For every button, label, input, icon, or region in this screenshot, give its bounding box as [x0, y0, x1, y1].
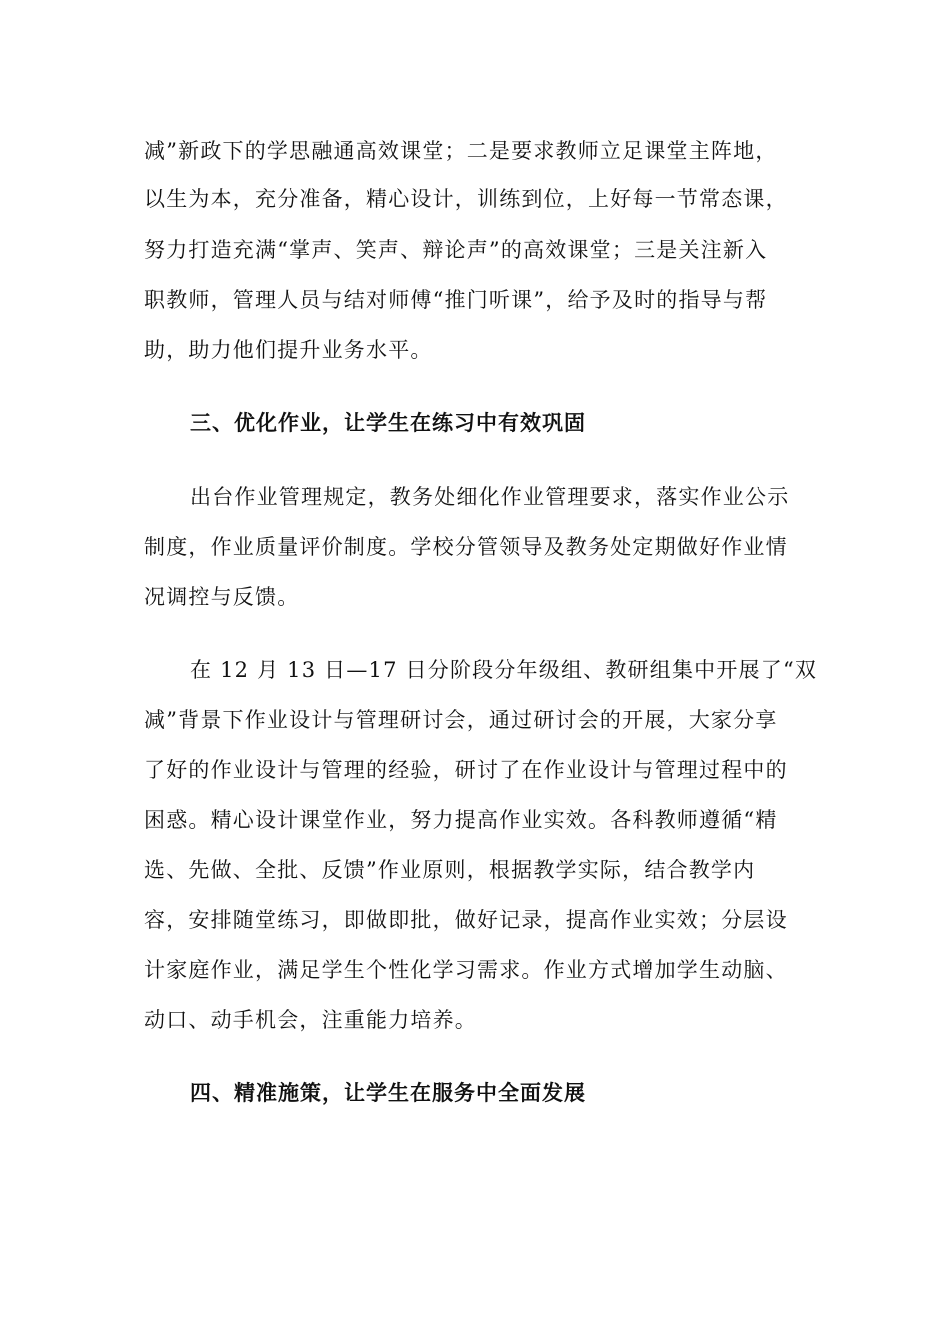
text-line: 容，安排随堂练习，即做即批，做好记录，提高作业实效；分层设: [144, 908, 788, 932]
text-line: 减”背景下作业设计与管理研讨会，通过研讨会的开展，大家分享: [144, 708, 778, 732]
text-line: 制度，作业质量评价制度。学校分管领导及教务处定期做好作业情: [144, 535, 788, 559]
section-heading-3: 三、优化作业，让学生在练习中有效巩固: [190, 410, 586, 435]
text-line: 困惑。精心设计课堂作业，努力提高作业实效。各科教师遵循“精: [144, 808, 778, 832]
text-line: 了好的作业设计与管理的经验，研讨了在作业设计与管理过程中的: [144, 758, 788, 782]
text-line: 选、先做、全批、反馈”作业原则，根据教学实际，结合教学内: [144, 858, 756, 882]
text-line: 努力打造充满“掌声、笑声、辩论声”的高效课堂；三是关注新入: [144, 238, 768, 262]
text-line: 减”新政下的学思融通高效课堂；二是要求教师立足课堂主阵地，: [144, 139, 778, 163]
section-heading-4: 四、精准施策，让学生在服务中全面发展: [190, 1080, 586, 1105]
text-line: 计家庭作业，满足学生个性化学习需求。作业方式增加学生动脑、: [144, 958, 788, 982]
text-line: 出台作业管理规定，教务处细化作业管理要求，落实作业公示: [190, 485, 790, 509]
text-line: 况调控与反馈。: [144, 585, 300, 609]
text-line: 动口、动手机会，注重能力培养。: [144, 1008, 477, 1032]
text-line: 职教师，管理人员与结对师傅“推门听课”，给予及时的指导与帮: [144, 288, 768, 312]
text-line: 在 12 月 13 日—17 日分阶段分年级组、教研组集中开展了“双: [190, 658, 818, 682]
text-line: 以生为本，充分准备，精心设计，训练到位，上好每一节常态课，: [144, 187, 788, 211]
text-line: 助，助力他们提升业务水平。: [144, 338, 433, 362]
